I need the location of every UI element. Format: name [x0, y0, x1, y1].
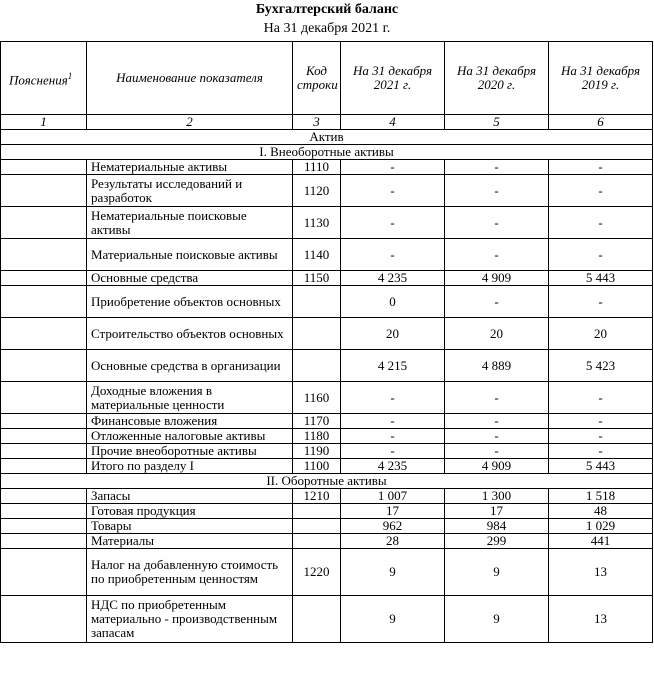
value-2019: 441 [549, 534, 653, 549]
table-row [1, 271, 653, 286]
section-1 [1, 145, 653, 160]
row-code: 1110 [293, 160, 341, 175]
value-2019: - [549, 382, 653, 414]
row-code: 1220 [293, 549, 341, 596]
section-title: Актив [1, 130, 653, 145]
header-2019: На 31 декабря 2019 г. [549, 42, 653, 115]
value-2021: - [341, 160, 445, 175]
header-row [1, 42, 653, 115]
notes-cell [1, 160, 87, 175]
table-row [1, 519, 653, 534]
value-2021: 28 [341, 534, 445, 549]
row-name: НДС по приобретенным материально - производственным запасам [87, 596, 293, 643]
table-row [1, 444, 653, 459]
row-code: 1170 [293, 414, 341, 429]
value-2019: - [549, 160, 653, 175]
row-code: 1160 [293, 382, 341, 414]
value-2019: - [549, 286, 653, 318]
document-title: Бухгалтерский баланс [255, 2, 399, 17]
value-2019: 5 423 [549, 350, 653, 382]
value-2019: 1 518 [549, 489, 653, 504]
table-row [1, 318, 653, 350]
value-2019: - [549, 175, 653, 207]
value-2019: 13 [549, 596, 653, 643]
row-code: 1180 [293, 429, 341, 444]
row-name: Прочие внеоборотные активы [87, 444, 293, 459]
value-2020: 20 [445, 318, 549, 350]
column-number: 3 [293, 115, 341, 130]
value-2019: - [549, 207, 653, 239]
row-name: Доходные вложения в материальные ценности [87, 382, 293, 414]
row-name: Строительство объектов основных [87, 318, 293, 350]
value-2020: - [445, 286, 549, 318]
value-2019: 20 [549, 318, 653, 350]
section-1-rows [1, 160, 653, 474]
value-2020: 4 909 [445, 459, 549, 474]
notes-cell [1, 207, 87, 239]
table-row [1, 239, 653, 271]
notes-cell [1, 444, 87, 459]
value-2020: 4 909 [445, 271, 549, 286]
section-aktiv [1, 130, 653, 145]
value-2019: 13 [549, 549, 653, 596]
row-code [293, 504, 341, 519]
value-2021: 0 [341, 286, 445, 318]
row-name: Нематериальные активы [87, 160, 293, 175]
value-2021: 9 [341, 549, 445, 596]
notes-cell [1, 318, 87, 350]
notes-cell [1, 459, 87, 474]
notes-cell [1, 596, 87, 643]
column-number: 6 [549, 115, 653, 130]
value-2020: 4 889 [445, 350, 549, 382]
value-2019: - [549, 444, 653, 459]
table-row [1, 207, 653, 239]
value-2020: 9 [445, 549, 549, 596]
section-title: II. Оборотные активы [1, 474, 653, 489]
row-code: 1130 [293, 207, 341, 239]
value-2019: - [549, 429, 653, 444]
notes-cell [1, 286, 87, 318]
value-2020: - [445, 239, 549, 271]
section-2-rows [1, 489, 653, 643]
column-number: 5 [445, 115, 549, 130]
row-code: 1190 [293, 444, 341, 459]
table-row [1, 504, 653, 519]
row-code: 1120 [293, 175, 341, 207]
row-name: Материалы [87, 534, 293, 549]
row-code [293, 350, 341, 382]
notes-cell [1, 429, 87, 444]
header-2021: На 31 декабря 2021 г. [341, 42, 445, 115]
value-2021: 4 235 [341, 459, 445, 474]
table-row [1, 489, 653, 504]
row-name: Итого по разделу I [87, 459, 293, 474]
row-name: Налог на добавленную стоимость по приобретенным ценностям [87, 549, 293, 596]
table-row [1, 175, 653, 207]
row-name: Товары [87, 519, 293, 534]
row-name: Результаты исследований и разработок [87, 175, 293, 207]
row-code [293, 519, 341, 534]
value-2020: - [445, 414, 549, 429]
table-row [1, 596, 653, 643]
value-2020: - [445, 175, 549, 207]
value-2021: - [341, 239, 445, 271]
row-name: Приобретение объектов основных [87, 286, 293, 318]
column-number: 4 [341, 115, 445, 130]
row-code [293, 534, 341, 549]
footnote-marker: 1 [67, 70, 73, 81]
header-2020: На 31 декабря 2020 г. [445, 42, 549, 115]
value-2020: 17 [445, 504, 549, 519]
section-title: I. Внеоборотные активы [1, 145, 653, 160]
row-code [293, 286, 341, 318]
value-2021: - [341, 414, 445, 429]
value-2021: 9 [341, 596, 445, 643]
row-name: Основные средства [87, 271, 293, 286]
row-name: Основные средства в организации [87, 350, 293, 382]
value-2020: - [445, 444, 549, 459]
value-2020: 9 [445, 596, 549, 643]
table-row [1, 414, 653, 429]
row-name: Материальные поисковые активы [87, 239, 293, 271]
table-row [1, 459, 653, 474]
value-2019: - [549, 414, 653, 429]
value-2020: 299 [445, 534, 549, 549]
value-2020: - [445, 207, 549, 239]
notes-cell [1, 549, 87, 596]
header-code: Код строки [293, 42, 341, 115]
value-2019: 48 [549, 504, 653, 519]
notes-cell [1, 350, 87, 382]
value-2020: - [445, 160, 549, 175]
section-2 [1, 474, 653, 489]
table-row [1, 549, 653, 596]
row-code: 1100 [293, 459, 341, 474]
value-2020: 1 300 [445, 489, 549, 504]
row-code: 1140 [293, 239, 341, 271]
notes-cell [1, 504, 87, 519]
table-row [1, 534, 653, 549]
notes-cell [1, 239, 87, 271]
value-2021: 20 [341, 318, 445, 350]
column-numbers-row [1, 115, 653, 130]
table-row [1, 160, 653, 175]
row-code: 1210 [293, 489, 341, 504]
column-number: 1 [1, 115, 87, 130]
row-code [293, 596, 341, 643]
notes-cell [1, 271, 87, 286]
table-row [1, 286, 653, 318]
value-2021: - [341, 382, 445, 414]
column-number: 2 [87, 115, 293, 130]
value-2021: - [341, 207, 445, 239]
value-2021: 4 235 [341, 271, 445, 286]
table-row [1, 429, 653, 444]
notes-cell [1, 534, 87, 549]
row-code [293, 318, 341, 350]
value-2020: - [445, 429, 549, 444]
table-row [1, 350, 653, 382]
value-2021: - [341, 444, 445, 459]
value-2021: - [341, 429, 445, 444]
table-row [1, 382, 653, 414]
row-name: Отложенные налоговые активы [87, 429, 293, 444]
document-date: На 31 декабря 2021 г. [263, 21, 391, 36]
row-name: Нематериальные поисковые активы [87, 207, 293, 239]
notes-cell [1, 519, 87, 534]
value-2021: 17 [341, 504, 445, 519]
value-2021: 1 007 [341, 489, 445, 504]
notes-cell [1, 175, 87, 207]
value-2019: - [549, 239, 653, 271]
value-2019: 1 029 [549, 519, 653, 534]
value-2021: 962 [341, 519, 445, 534]
value-2021: 4 215 [341, 350, 445, 382]
header-notes: Пояснения$^1$ [1, 42, 87, 115]
balance-table [0, 41, 653, 643]
row-code: 1150 [293, 271, 341, 286]
value-2019: 5 443 [549, 459, 653, 474]
notes-cell [1, 489, 87, 504]
value-2021: - [341, 175, 445, 207]
value-2019: 5 443 [549, 271, 653, 286]
row-name: Готовая продукция [87, 504, 293, 519]
notes-cell [1, 414, 87, 429]
value-2020: 984 [445, 519, 549, 534]
header-name: Наименование показателя [87, 42, 293, 115]
row-name: Финансовые вложения [87, 414, 293, 429]
value-2020: - [445, 382, 549, 414]
notes-cell [1, 382, 87, 414]
row-name: Запасы [87, 489, 293, 504]
